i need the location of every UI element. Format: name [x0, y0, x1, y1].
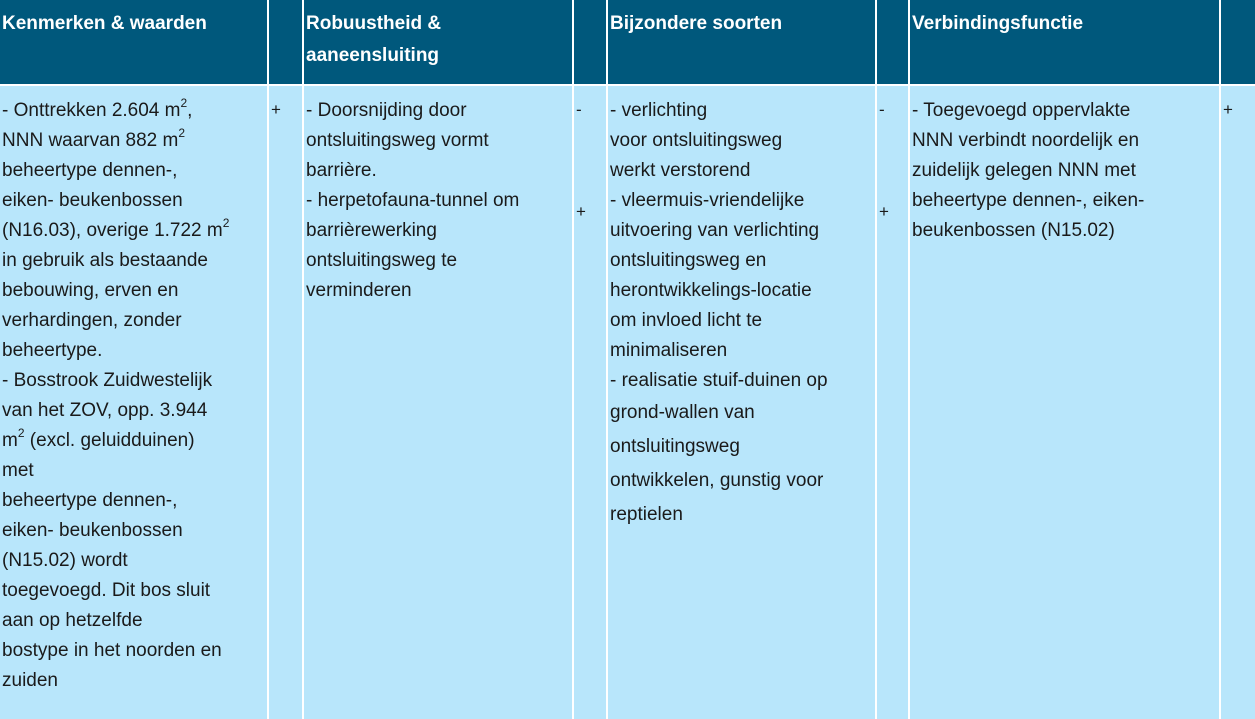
text-line: $m^2$ (excl. geluidduinen) — [2, 425, 195, 451]
header-label: Kenmerken & waarden — [2, 13, 207, 34]
header-verbindingsfunctie — [910, 0, 1219, 84]
text-line: minimaliseren — [610, 340, 728, 361]
header-label: Robuustheid & — [306, 13, 442, 34]
text-line: - herpetofauna-tunnel om — [306, 190, 520, 211]
minus-mark: - — [576, 100, 582, 119]
text-line: om invloed licht te — [610, 310, 763, 331]
text-line: verhardingen, zonder — [2, 310, 182, 331]
text-line: ontwikkelen, gunstig voor — [610, 470, 824, 491]
text-line: - vleermuis-vriendelijke — [610, 190, 805, 211]
text-line: grond-wallen van — [610, 402, 755, 423]
cell-bijzondere-soorten — [608, 86, 875, 719]
header-label: Verbindingsfunctie — [912, 13, 1084, 34]
text-line: verminderen — [306, 280, 412, 301]
text-line: ontsluitingsweg te — [306, 250, 458, 271]
header-bijzondere-soorten — [608, 0, 875, 84]
text-line: barrièrewerking — [306, 220, 437, 241]
text-line: zuidelijk gelegen NNN met — [912, 160, 1136, 181]
header-mark-1 — [269, 0, 302, 84]
header-robuustheid — [304, 0, 572, 84]
text-line: werkt verstorend — [610, 160, 751, 181]
text-line: beukenbossen (N15.02) — [912, 220, 1115, 241]
plus-mark: + — [879, 202, 889, 221]
text-line: herontwikkelings-locatie — [610, 280, 812, 301]
text-line: uitvoering van verlichting — [610, 220, 820, 241]
text-line: ontsluitingsweg en — [610, 250, 767, 271]
text-line: met — [2, 460, 34, 481]
text-line: ontsluitingsweg vormt — [306, 130, 489, 151]
header-mark-3 — [877, 0, 908, 84]
text-line: ontsluitingsweg — [610, 436, 740, 457]
text-line: van het ZOV, opp. 3.944 — [2, 400, 208, 421]
cell-kenmerken — [0, 86, 267, 719]
header-label-line2: aaneensluiting — [306, 45, 440, 66]
text-line: bostype in het noorden en — [2, 640, 222, 661]
header-label: Bijzondere soorten — [610, 13, 783, 34]
text-line: beheertype dennen-, — [2, 160, 178, 181]
text-line: - Doorsnijding door — [306, 100, 467, 121]
mark-cell-3 — [877, 86, 908, 719]
cell-verbindingsfunctie — [910, 86, 1219, 719]
text-line: eiken- beukenbossen — [2, 190, 183, 211]
text-line: toegevoegd. Dit bos sluit — [2, 580, 211, 601]
header-mark-2 — [574, 0, 606, 84]
text-line: beheertype. — [2, 340, 103, 361]
text-line: beheertype dennen-, eiken- — [912, 190, 1145, 211]
plus-mark: + — [576, 202, 586, 221]
text-line: aan op hetzelfde — [2, 610, 143, 631]
text-line: voor ontsluitingsweg — [610, 130, 783, 151]
text-line: beheertype dennen-, — [2, 490, 178, 511]
text-line: - realisatie stuif-duinen op — [610, 370, 828, 391]
text-line: NNN verbindt noordelijk en — [912, 130, 1140, 151]
mark-cell-4 — [1221, 86, 1255, 719]
plus-mark: + — [1223, 100, 1233, 119]
cell-robuustheid — [304, 86, 572, 719]
text-line: - Bosstrook Zuidwestelijk — [2, 370, 213, 391]
text-line: NNN waarvan 882 $m^2$ — [2, 125, 186, 151]
plus-mark: + — [271, 100, 281, 119]
text-line: in gebruik als bestaande — [2, 250, 208, 271]
minus-mark: - — [879, 100, 885, 119]
text-line: - Toegevoegd oppervlakte — [912, 100, 1131, 121]
text-line: zuiden — [2, 670, 58, 691]
mark-cell-2 — [574, 86, 606, 719]
header-kenmerken — [0, 0, 267, 84]
text-line: - verlichting — [610, 100, 708, 121]
header-mark-4 — [1221, 0, 1255, 84]
text-line: - Onttrekken 2.604 $m^2$, — [2, 95, 193, 121]
text-line: reptielen — [610, 504, 683, 525]
text-line: barrière. — [306, 160, 377, 181]
text-line: (N15.02) wordt — [2, 550, 128, 571]
text-line: eiken- beukenbossen — [2, 520, 183, 541]
mark-cell-1 — [269, 86, 302, 719]
text-line: (N16.03), overige 1.722 $m^2$ — [2, 215, 230, 241]
text-line: bebouwing, erven en — [2, 280, 179, 301]
